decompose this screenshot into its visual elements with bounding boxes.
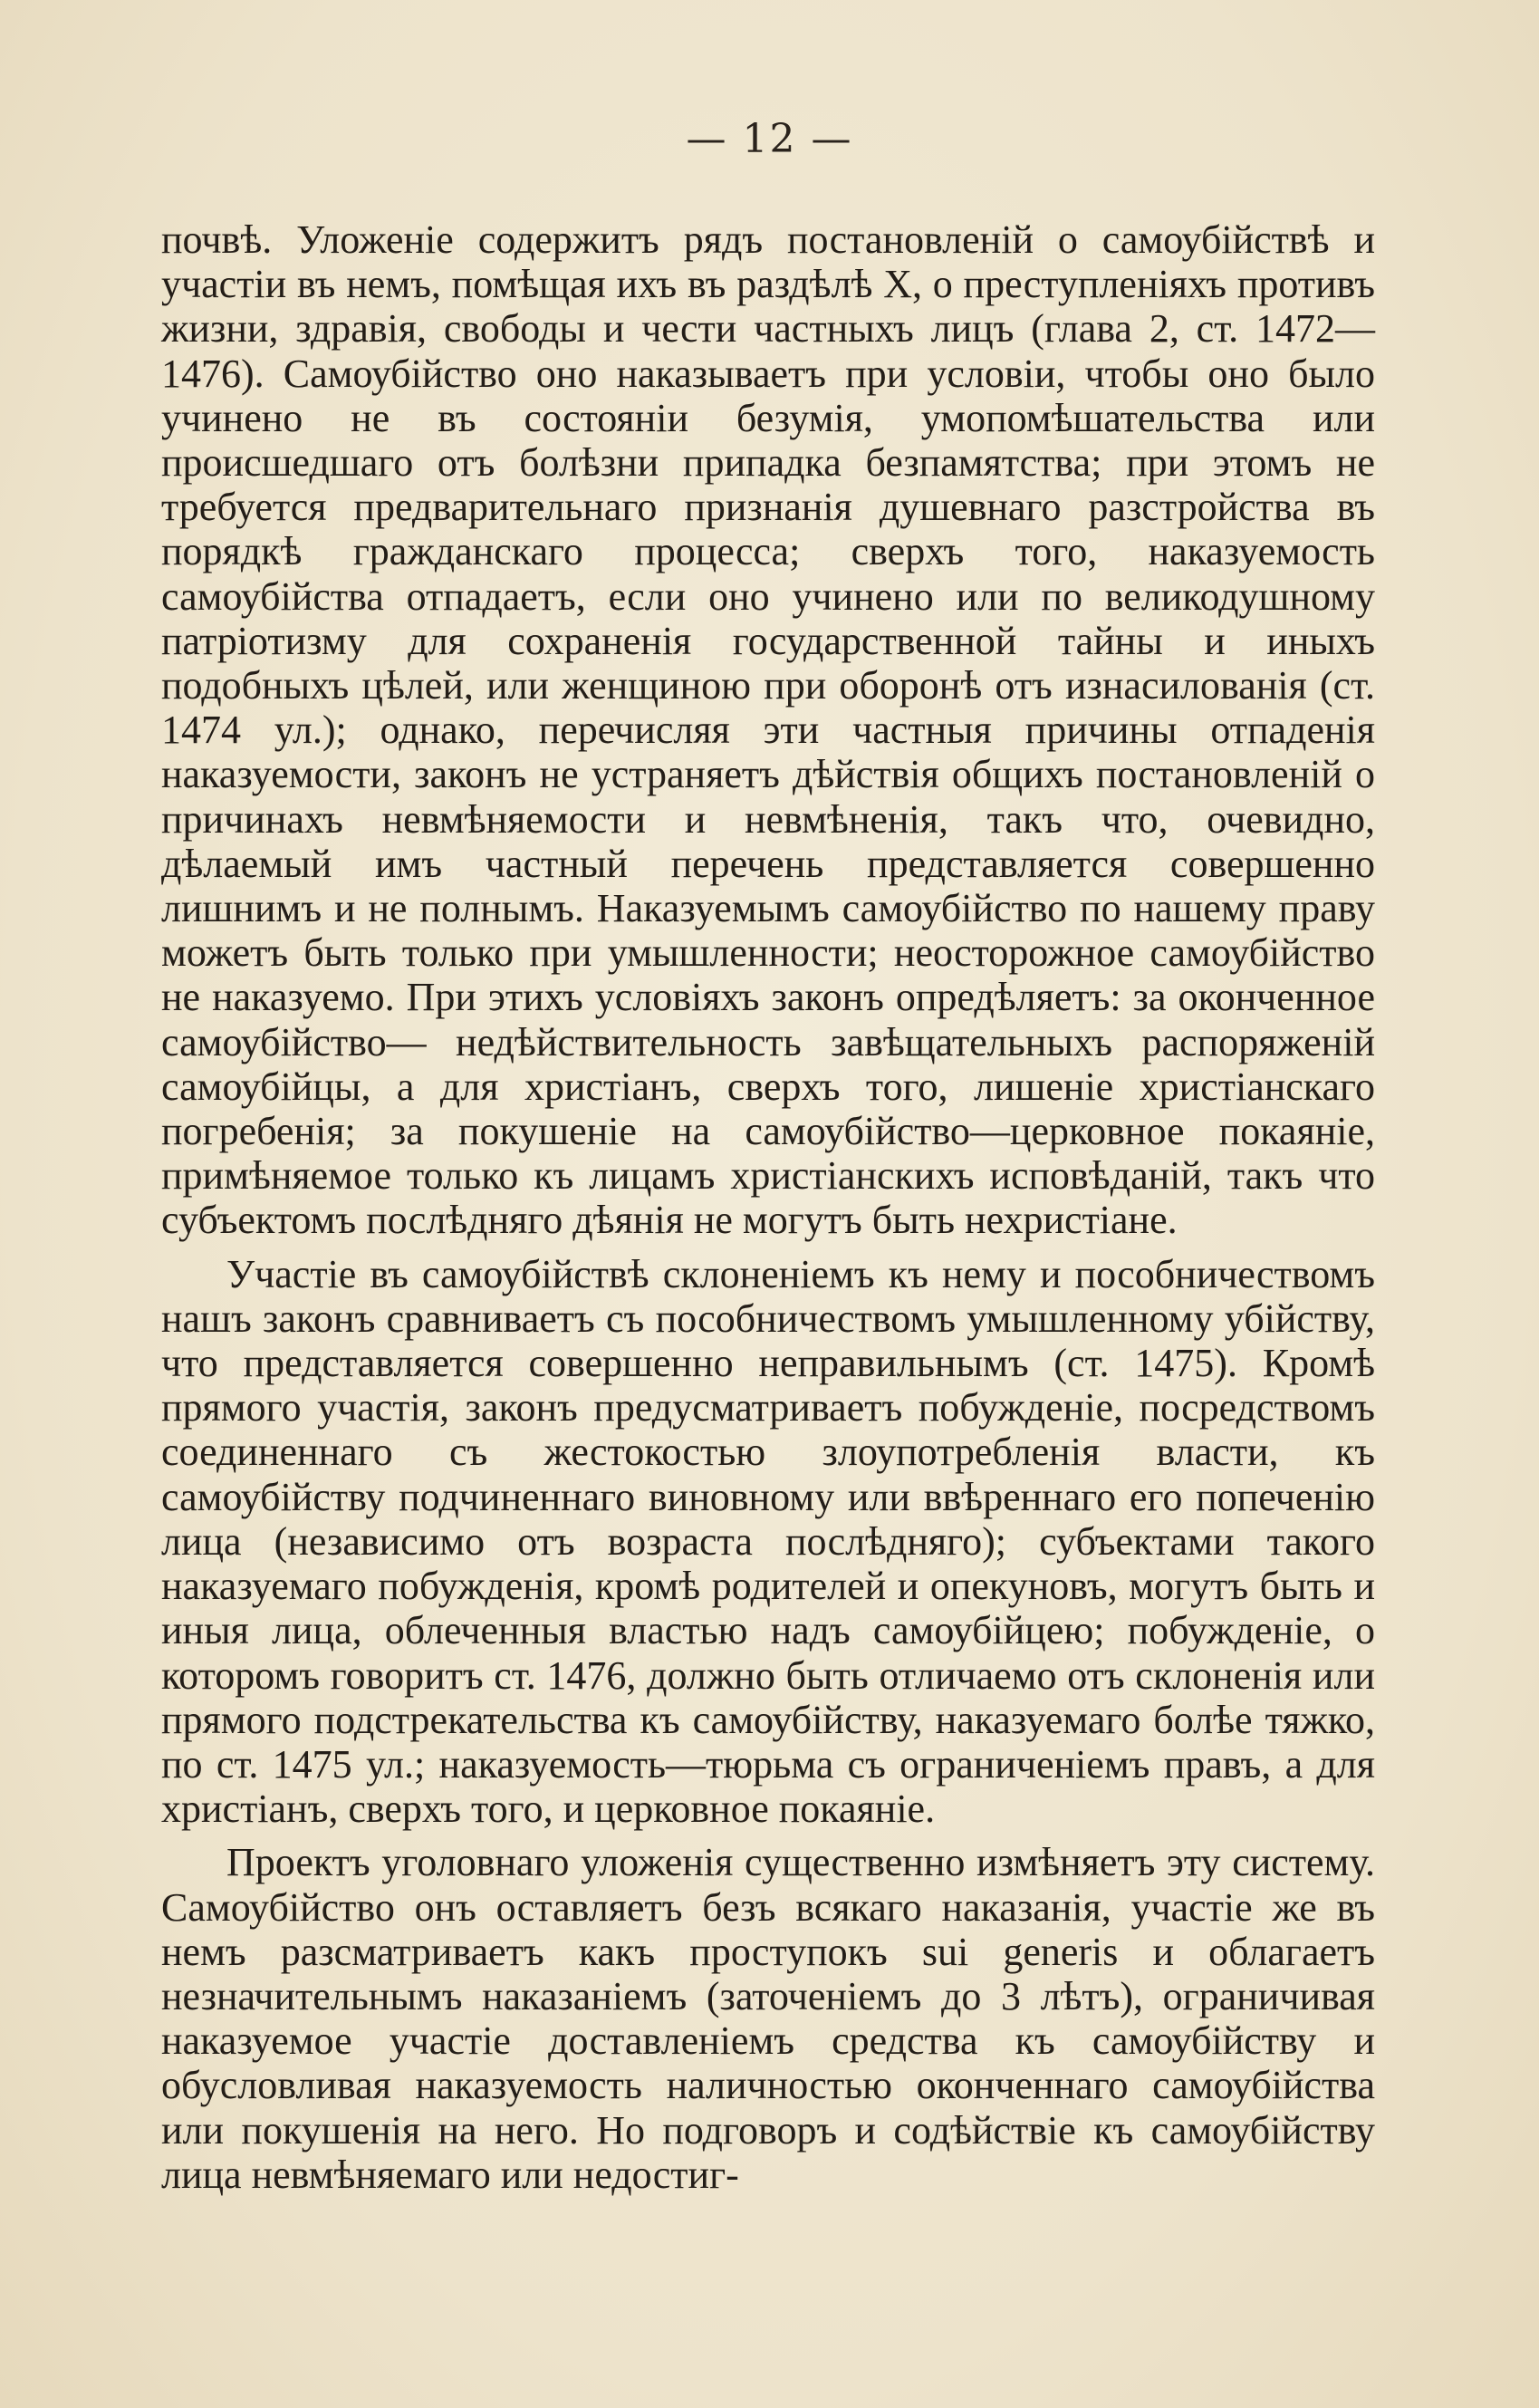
page-number: — 12 — xyxy=(686,116,853,162)
body-text xyxy=(161,217,1375,2206)
paragraph-1: почвѣ. Уложеніе содержитъ рядъ постановленій о самоубійствѣ и участіи въ немъ, помѣщая ихъ въ раздѣлѣ X, о преступленіяхъ противъ жизни, здравія, свободы и чести частныхъ лицъ (глава 2, ст. 1472—1476). Самоубійство оно наказываетъ при условіи, чтобы оно было учинено не въ состояніи безумія, умопомѣшательства или происшедшаго отъ болѣзни припадка безпамятства; при этомъ не требуется предварительнаго признанія душевнаго разстройства въ порядкѣ гражданскаго процесса; сверхъ того, наказуемость самоубійства отпадаетъ, если оно учинено или по великодушному патріотизму для сохраненія государственной тайны и иныхъ подобныхъ цѣлей, или женщиною при оборонѣ отъ изнасилованія (ст. 1474 ул.); однако, перечисляя эти частныя причины отпаденія наказуемости, законъ не устраняетъ дѣйствія общихъ постановленій о причинахъ невмѣняемости и невмѣненія, такъ что, очевидно, дѣлаемый имъ частный перечень представляется совершенно лишнимъ и не полнымъ. Наказуемымъ самоубійство по нашему праву можетъ быть только при умышленности; неосторожное самоубійство не наказуемо. При этихъ условіяхъ законъ опредѣляетъ: за оконченное самоубійство— недѣйствительность завѣщательныхъ распоряженій самоубійцы, а для христіанъ, сверхъ того, лишеніе христіанскаго погребенія; за покушеніе на самоубійство—церковное покаяніе, примѣняемое только къ лицамъ христіанскихъ исповѣданій, такъ что субъектомъ послѣдняго дѣянія не могутъ быть нехристіане. xyxy=(161,217,1375,1243)
paragraph-3: Проектъ уголовнаго уложенія существенно измѣняетъ эту систему. Самоубійство онъ оставляетъ безъ всякаго наказанія, участіе же въ немъ разсматриваетъ какъ проступокъ sui generis и облагаетъ незначительнымъ наказаніемъ (заточеніемъ до 3 лѣтъ), ограничивая наказуемое участіе доставленіемъ средства къ самоубійству и обусловливая наказуемость наличностью оконченнаго самоубійства или покушенія на него. Но подговоръ и содѣйствіе къ самоубійству лица невмѣняемаго или недостиг- xyxy=(161,1840,1375,2197)
paragraph-2: Участіе въ самоубійствѣ склоненіемъ къ нему и пособничествомъ нашъ законъ сравниваетъ съ пособничествомъ умышленному убійству, что представляется совершенно неправильнымъ (ст. 1475). Кромѣ прямого участія, законъ предусматриваетъ побужденіе, посредствомъ соединеннаго съ жестокостью злоупотребленія власти, къ самоубійству подчиненнаго виновному или ввѣреннаго его попеченію лица (независимо отъ возраста послѣдняго); субъектами такого наказуемаго побужденія, кромѣ родителей и опекуновъ, могутъ быть и иныя лица, облеченныя властью надъ самоубійцею; побужденіе, о которомъ говоритъ ст. 1476, должно быть отличаемо отъ склоненія или прямого подстрекательства къ самоубійству, наказуемаго болѣе тяжко, по ст. 1475 ул.; наказуемость—тюрьма съ ограниченіемъ правъ, а для христіанъ, сверхъ того, и церковное покаяніе. xyxy=(161,1251,1375,1832)
